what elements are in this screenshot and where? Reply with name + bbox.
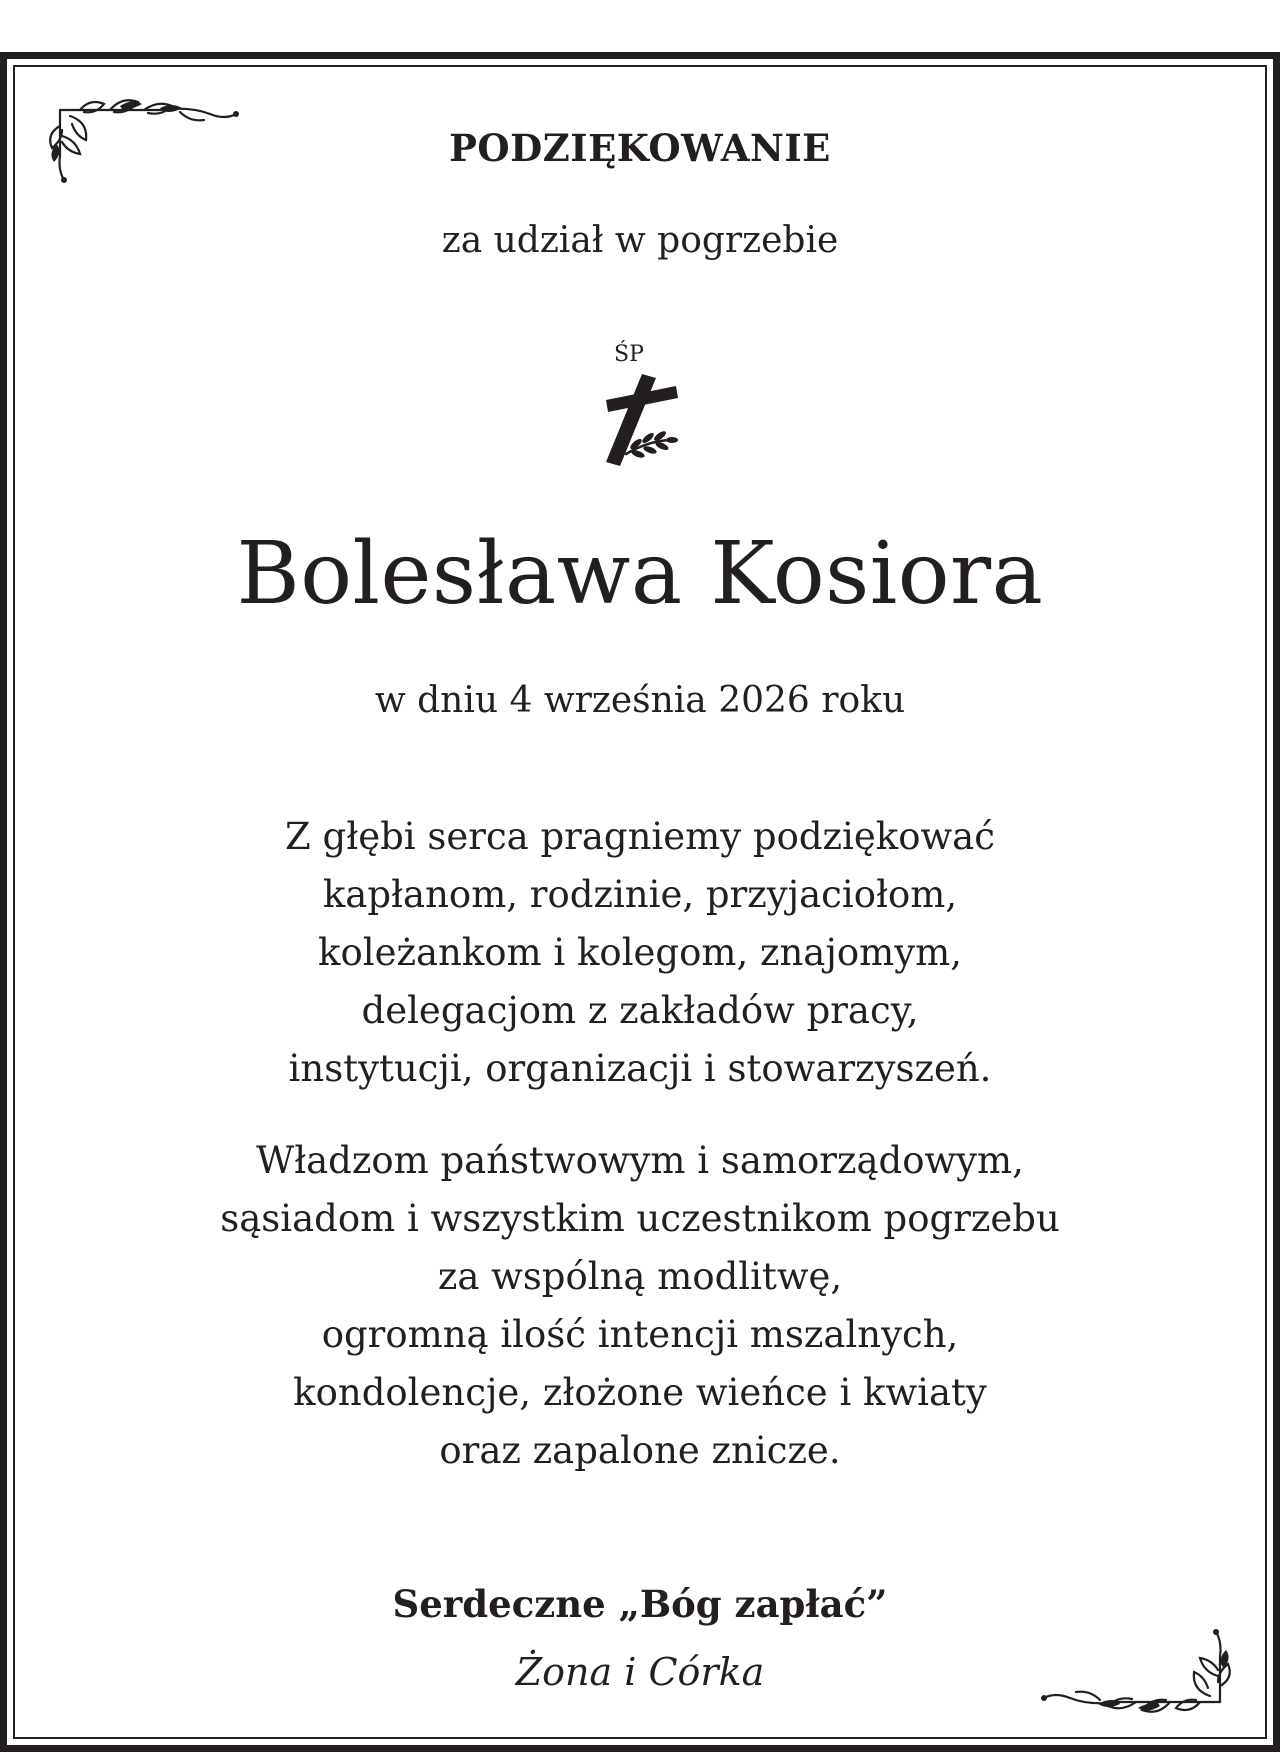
paragraph-line: delegacjom z zakładów pracy, [361,989,919,1032]
funeral-date: w dniu 4 września 2026 roku [374,680,906,721]
notice-heading: PODZIĘKOWANIE [449,126,831,170]
notice-subheading: za udział w pogrzebie [441,220,839,261]
paragraph-line: sąsiadom i wszystkim uczestnikom pogrzebu [220,1197,1060,1240]
cross-with-leaves-icon [580,356,700,476]
paragraph-line: za wspólną modlitwę, [437,1255,843,1298]
thanks-paragraph-2 [0,1132,1280,1480]
closing-line: Serdeczne „Bóg zapłać” [392,1582,888,1626]
paragraph-line: ogromną ilość intencji mszalnych, [321,1313,959,1356]
paragraph-line: koleżankom i kolegom, znajomym, [318,931,962,974]
paragraph-line: kondolencje, złożone wieńce i kwiaty [293,1371,987,1414]
paragraph-line: Z głębi serca pragniemy podziękować [285,815,995,858]
deceased-name: Bolesława Kosiora [236,524,1044,624]
paragraph-line: kapłanom, rodzinie, przyjaciołom, [322,873,958,916]
paragraph-line: oraz zapalone znicze. [439,1429,841,1472]
paragraph-line: instytucji, organizacji i stowarzyszeń. [288,1047,992,1090]
signature: Żona i Córka [515,1650,765,1694]
sp-label: ŚP [614,342,644,367]
obituary-notice [0,52,1280,1752]
paragraph-line: Władzom państwowym i samorządowym, [256,1139,1024,1182]
thanks-paragraph-1 [0,808,1280,1098]
